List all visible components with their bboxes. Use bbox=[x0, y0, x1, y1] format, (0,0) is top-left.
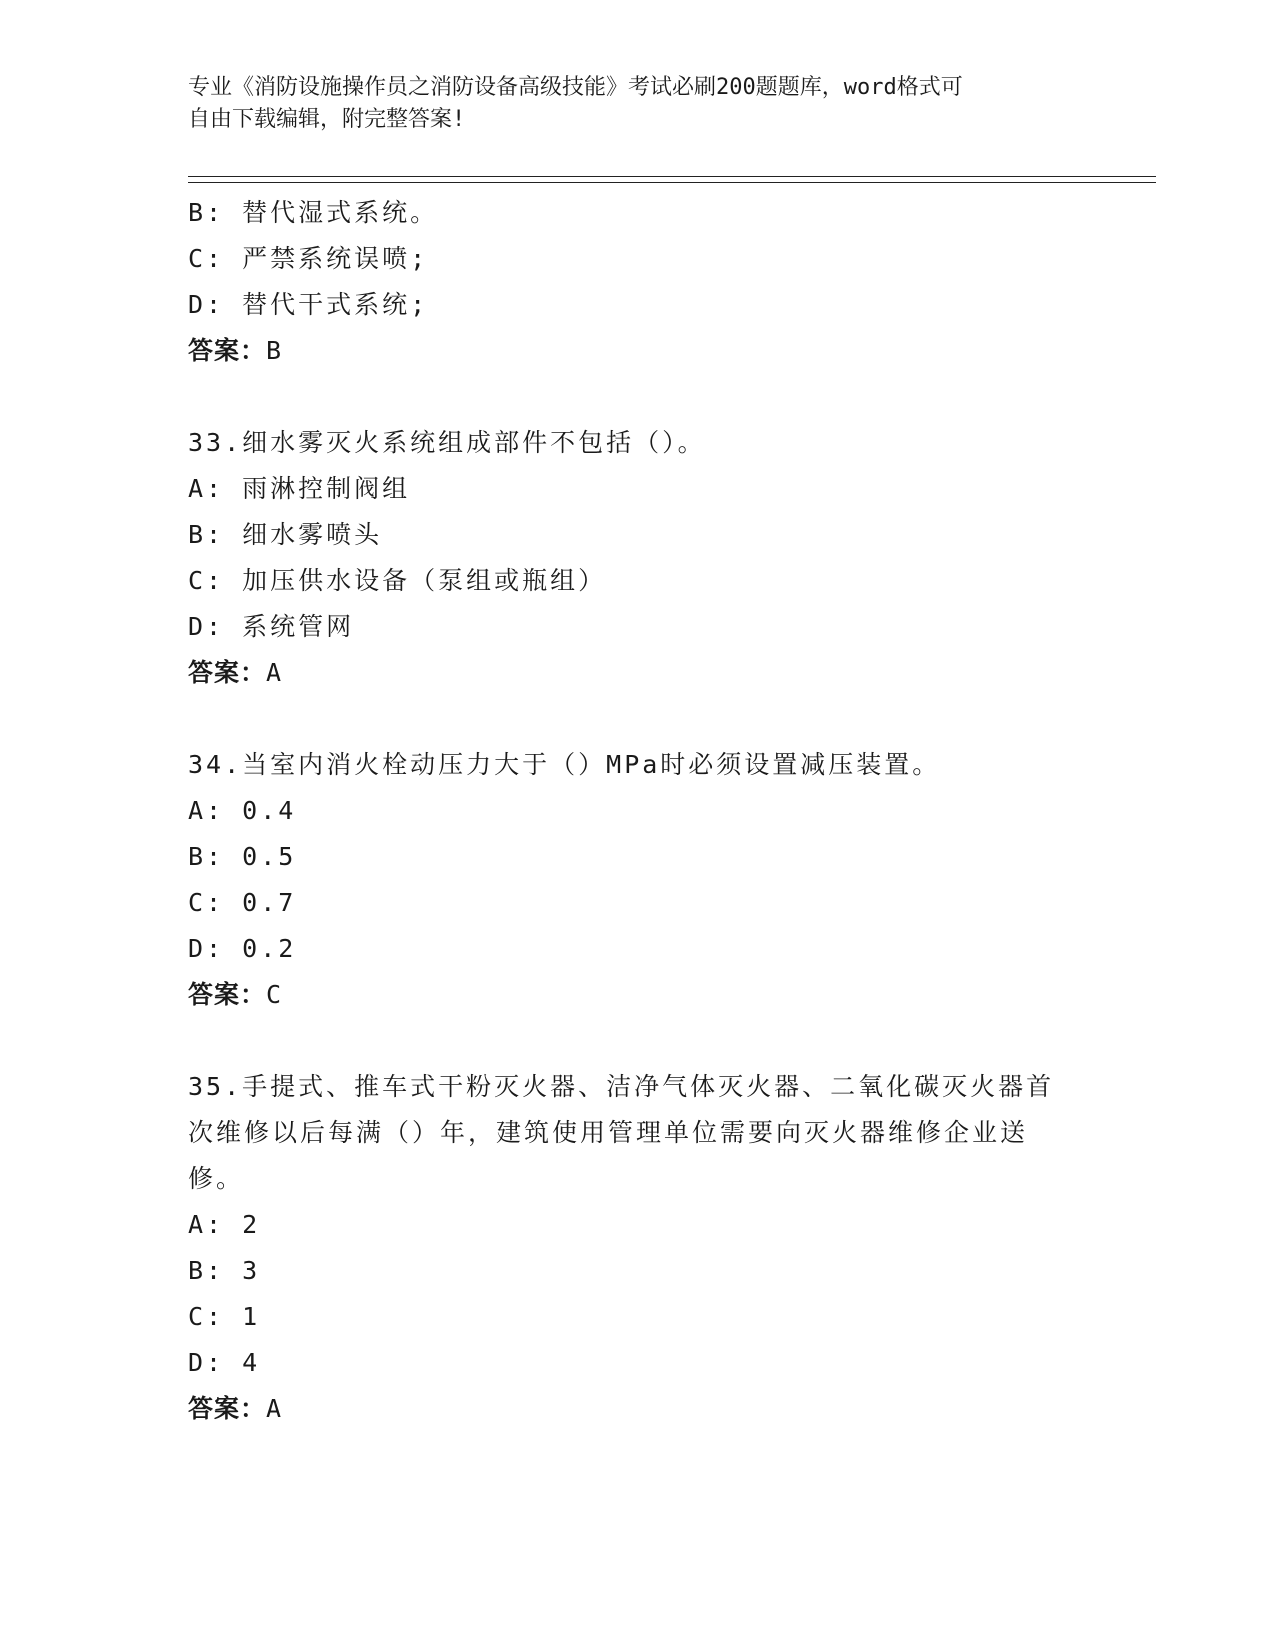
answer-label: 答案： bbox=[188, 1394, 267, 1423]
option-c: C: 1 bbox=[188, 1302, 261, 1331]
header-divider-bottom bbox=[188, 182, 1156, 183]
answer-line bbox=[188, 328, 1088, 374]
header-line-2: 自由下载编辑，附完整答案! bbox=[188, 107, 466, 132]
option-a: A: 2 bbox=[188, 1210, 261, 1239]
option-d: D: 系统管网 bbox=[188, 612, 355, 641]
option-c: C: 加压供水设备（泵组或瓶组） bbox=[188, 566, 607, 595]
question-stem: 34.当室内消火栓动压力大于（）MPa时必须设置减压装置。 bbox=[188, 750, 941, 779]
answer-line bbox=[188, 1386, 1088, 1432]
question-stem-line-1: 35.手提式、推车式干粉灭火器、洁净气体灭火器、二氧化碳灭火器首 bbox=[188, 1072, 1055, 1101]
answer-value: A bbox=[266, 1394, 285, 1423]
option-c: C: 严禁系统误喷; bbox=[188, 244, 429, 273]
option-d: D: 替代干式系统; bbox=[188, 290, 429, 319]
header-divider-top bbox=[188, 176, 1156, 177]
document-header bbox=[188, 72, 1088, 136]
answer-value: C bbox=[266, 980, 285, 1009]
answer-value: B bbox=[266, 336, 285, 365]
option-b: B: 0.5 bbox=[188, 842, 297, 871]
answer-value: A bbox=[266, 658, 285, 687]
option-a: A: 雨淋控制阀组 bbox=[188, 474, 411, 503]
answer-label: 答案： bbox=[188, 980, 267, 1009]
answer-line bbox=[188, 650, 1088, 696]
option-d: D: 0.2 bbox=[188, 934, 297, 963]
question-stem-line-3: 修。 bbox=[188, 1164, 245, 1193]
option-a: A: 0.4 bbox=[188, 796, 297, 825]
header-line-1: 专业《消防设施操作员之消防设备高级技能》考试必刷200题题库，word格式可 bbox=[188, 75, 963, 100]
question-stem-line-2: 次维修以后每满（）年，建筑使用管理单位需要向灭火器维修企业送 bbox=[188, 1118, 1029, 1147]
answer-label: 答案： bbox=[188, 336, 267, 365]
question-stem: 33.细水雾灭火系统组成部件不包括（）。 bbox=[188, 428, 706, 457]
option-d: D: 4 bbox=[188, 1348, 261, 1377]
option-b: B: 细水雾喷头 bbox=[188, 520, 383, 549]
option-b: B: 替代湿式系统。 bbox=[188, 198, 439, 227]
spacer bbox=[188, 1018, 1088, 1064]
question-35 bbox=[188, 1064, 1088, 1432]
question-32-continued bbox=[188, 190, 1088, 374]
option-c: C: 0.7 bbox=[188, 888, 297, 917]
spacer bbox=[188, 696, 1088, 742]
option-b: B: 3 bbox=[188, 1256, 261, 1285]
answer-label: 答案： bbox=[188, 658, 267, 687]
question-33 bbox=[188, 420, 1088, 696]
question-list bbox=[188, 190, 1088, 1432]
spacer bbox=[188, 374, 1088, 420]
answer-line bbox=[188, 972, 1088, 1018]
question-34 bbox=[188, 742, 1088, 1018]
